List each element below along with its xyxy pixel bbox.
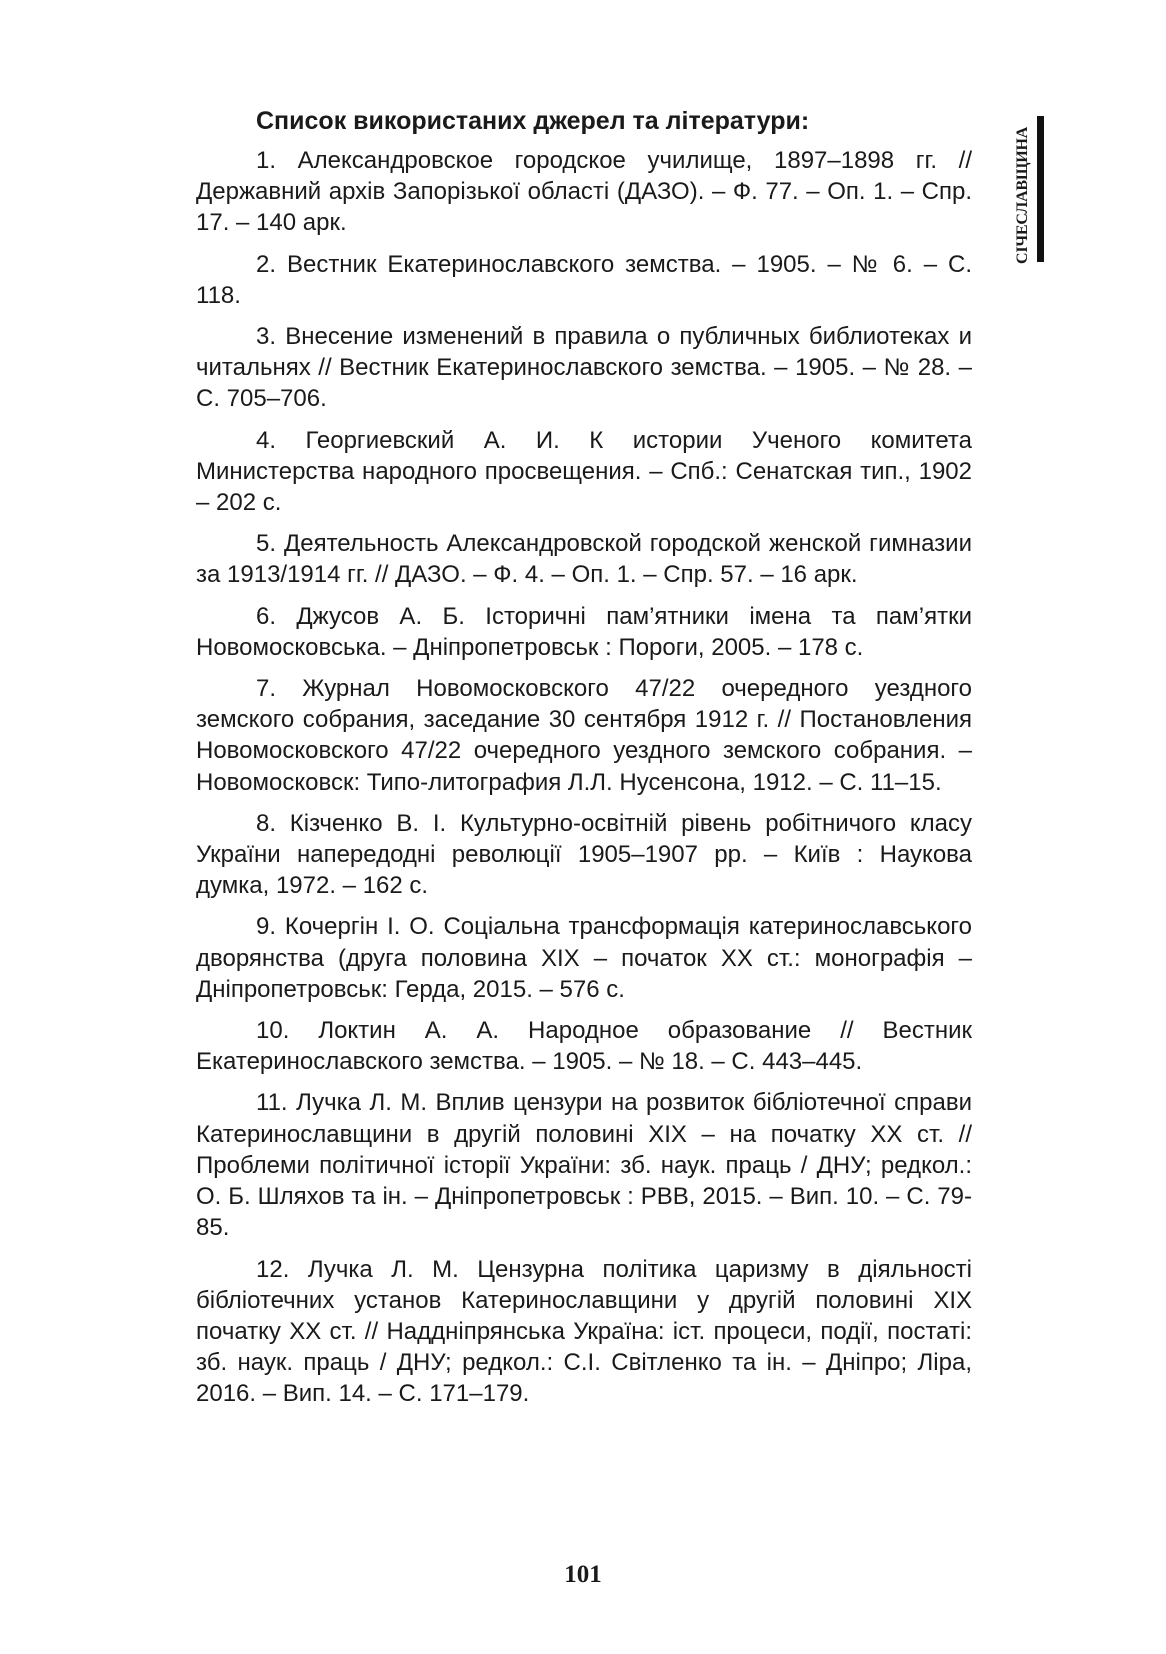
reference-item-11: 11. Лучка Л. М. Вплив цензури на розвиток бібліотечної справи Катеринославщини в другій половині XIX – на початку XX ст. // Проблеми політичної історії України: зб. наук. праць / ДНУ; редкол.: О. Б. Шляхов та ін. – Дніпропетровськ : РВВ, 2015. – Вип. 10. – С. 79-85. [196,1089,972,1242]
journal-logo [1003,114,1051,264]
reference-item-9: 9. Кочергін І. О. Соціальна трансформація катеринославського дворянства (друга половина XIX – початок XX ст.: монографія – Дніпропетровськ: Герда, 2015. – 576 с. [196,913,972,1003]
reference-item-5: 5. Деятельность Александровской городской женской гимназии за 1913/1914 гг. // ДАЗО. – Ф. 4. – Оп. 1. – Спр. 57. – 16 арк. [196,530,972,589]
reference-item-1: 1. Александровское городское училище, 1897–1898 гг. // Державний архів Запорізької області (ДАЗО). – Ф. 77. – Оп. 1. – Спр. 17. – 140 арк. [196,147,972,237]
journal-logo-text: СІЧЕСЛАВЩИНА [1014,126,1031,264]
reference-item-10: 10. Локтин А. А. Народное образование // Вестник Екатеринославского земства. – 1905. – № 18. – С. 443–445. [196,1017,972,1076]
reference-item-8: 8. Кізченко В. І. Культурно-освітній рівень робітничого класу України напередодні революції 1905–1907 рр. – Київ : Наукова думка, 1972. – 162 с. [196,809,972,900]
reference-item-2: 2. Вестник Екатеринославского земства. – 1905. – № 6. – С. 118. [196,250,972,309]
references-section [196,106,972,1420]
references-heading: Список використаних джерел та літератури: [256,107,810,135]
page-number: 101 [564,1561,602,1588]
journal-logo-bar [1037,116,1044,262]
reference-item-7: 7. Журнал Новомосковского 47/22 очередного уездного земского собрания, заседание 30 сентября 1912 г. // Постановления Новомосковского 47/22 очередного уездного земского собрания. – Новомосковск: Типо-литография Л.Л. Нусенсона, 1912. – С. 11–15. [196,675,972,796]
reference-item-4: 4. Георгиевский А. И. К истории Ученого комитета Министерства народного просвещения. – Спб.: Сенатская тип., 1902 – 202 с. [196,426,972,517]
reference-item-3: 3. Внесение изменений в правила о публичных библиотеках и читальнях // Вестник Екатеринославского земства. – 1905. – № 28. – С. 705–706. [196,323,972,413]
reference-item-12: 12. Лучка Л. М. Цензурна політика царизму в діяльності бібліотечних установ Катеринославщини у другій половині XIX початку XX ст. // Наддніпрянська Україна: іст. процеси, події, постаті: зб. наук. праць / ДНУ; редкол.: С.І. Світленко та ін. – Дніпро; Ліра, 2016. – Вип. 14. – С. 171–179. [196,1255,972,1408]
reference-item-6: 6. Джусов А. Б. Історичні пам’ятники імена та пам’ятки Новомосковська. – Дніпропетровськ : Пороги, 2005. – 178 с. [196,602,972,661]
